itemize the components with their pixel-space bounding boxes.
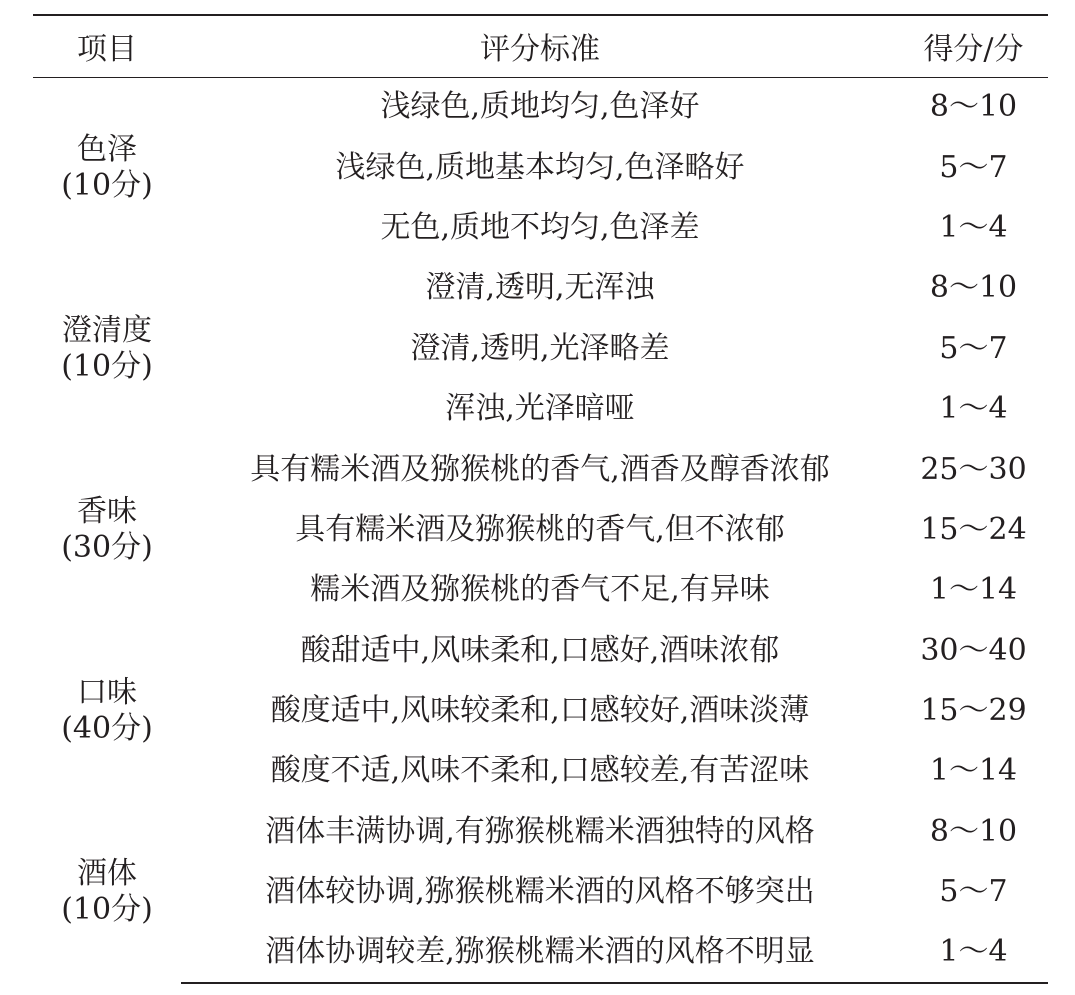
item-cell: [33, 77, 181, 258]
table-row: [33, 802, 1048, 862]
criteria-cell: 酒体协调较差,猕猴桃糯米酒的风格不明显: [181, 922, 899, 982]
item-cell: [33, 439, 181, 620]
header-criteria: 评分标准: [181, 15, 899, 77]
score-cell: 1～4: [899, 922, 1048, 982]
table-row: [33, 77, 1048, 137]
criteria-cell: 浑浊,光泽暗哑: [445, 391, 635, 427]
score-cell: 8～10: [929, 813, 1018, 849]
criteria-cell: 无色,质地不均匀,色泽差: [380, 209, 700, 245]
item-points: (30分): [61, 529, 153, 565]
criteria-cell: 具有糯米酒及猕猴桃的香气,但不浓郁: [295, 511, 785, 547]
table-row: [33, 741, 1048, 801]
score-cell: 5～7: [939, 330, 1008, 366]
criteria-cell: 澄清,透明,光泽略差: [410, 330, 670, 366]
table-row: [33, 922, 1048, 982]
criteria-cell: 具有糯米酒及猕猴桃的香气,酒香及醇香浓郁: [250, 451, 830, 487]
table-row: [33, 500, 1048, 560]
table-row: [33, 681, 1048, 741]
table-header: [33, 15, 1048, 77]
scoring-table: [33, 14, 1048, 984]
score-cell: 15～29: [920, 693, 1027, 729]
table-row: [33, 439, 1048, 499]
table-row: [33, 621, 1048, 681]
table-row: [33, 862, 1048, 922]
item-points: (40分): [61, 711, 153, 747]
item-name: 口味: [77, 675, 137, 711]
header-row: [33, 15, 1048, 77]
table-row: [33, 198, 1048, 258]
score-cell: 8～10: [929, 89, 1018, 125]
item-points: (10分): [61, 348, 153, 384]
table-row: [33, 137, 1048, 197]
score-cell: 1～4: [939, 391, 1008, 427]
criteria-cell: 酒体较协调,猕猴桃糯米酒的风格不够突出: [265, 874, 815, 910]
criteria-cell: 酸度适中,风味较柔和,口感较好,酒味淡薄: [270, 693, 810, 729]
table-row: [33, 379, 1048, 439]
score-cell: 25～30: [920, 451, 1027, 487]
score-cell: 5～7: [939, 874, 1008, 910]
score-cell: 30～40: [920, 632, 1027, 668]
item-name: 色泽: [77, 131, 137, 167]
criteria-cell: 酸甜适中,风味柔和,口感好,酒味浓郁: [300, 632, 780, 668]
table-row: [33, 258, 1048, 318]
item-cell: [33, 258, 181, 439]
table-body: [33, 77, 1048, 983]
header-item: 项目: [33, 15, 181, 77]
criteria-cell: 酒体丰满协调,有猕猴桃糯米酒独特的风格: [265, 813, 815, 849]
header-score: 得分/分: [899, 15, 1048, 77]
criteria-cell: 酸度不适,风味不柔和,口感较差,有苦涩味: [270, 753, 810, 789]
item-points: (10分): [61, 892, 153, 928]
criteria-cell: 糯米酒及猕猴桃的香气不足,有异味: [310, 572, 770, 608]
score-cell: 5～7: [939, 149, 1008, 185]
score-cell: 15～24: [920, 511, 1027, 547]
score-cell: 1～14: [929, 753, 1018, 789]
criteria-cell: 浅绿色,质地均匀,色泽好: [380, 89, 700, 125]
item-points: (10分): [61, 167, 153, 203]
item-cell: [33, 802, 181, 983]
table-row: [33, 560, 1048, 620]
item-name: 香味: [77, 493, 137, 529]
score-cell: 8～10: [929, 270, 1018, 306]
score-cell: 1～4: [939, 209, 1008, 245]
score-cell: 1～14: [929, 572, 1018, 608]
item-name: 澄清度: [62, 312, 152, 348]
table-row: [33, 319, 1048, 379]
criteria-cell: 浅绿色,质地基本均匀,色泽略好: [335, 149, 745, 185]
criteria-cell: 澄清,透明,无浑浊: [425, 270, 655, 306]
item-name: 酒体: [77, 856, 137, 892]
item-cell: [33, 621, 181, 802]
